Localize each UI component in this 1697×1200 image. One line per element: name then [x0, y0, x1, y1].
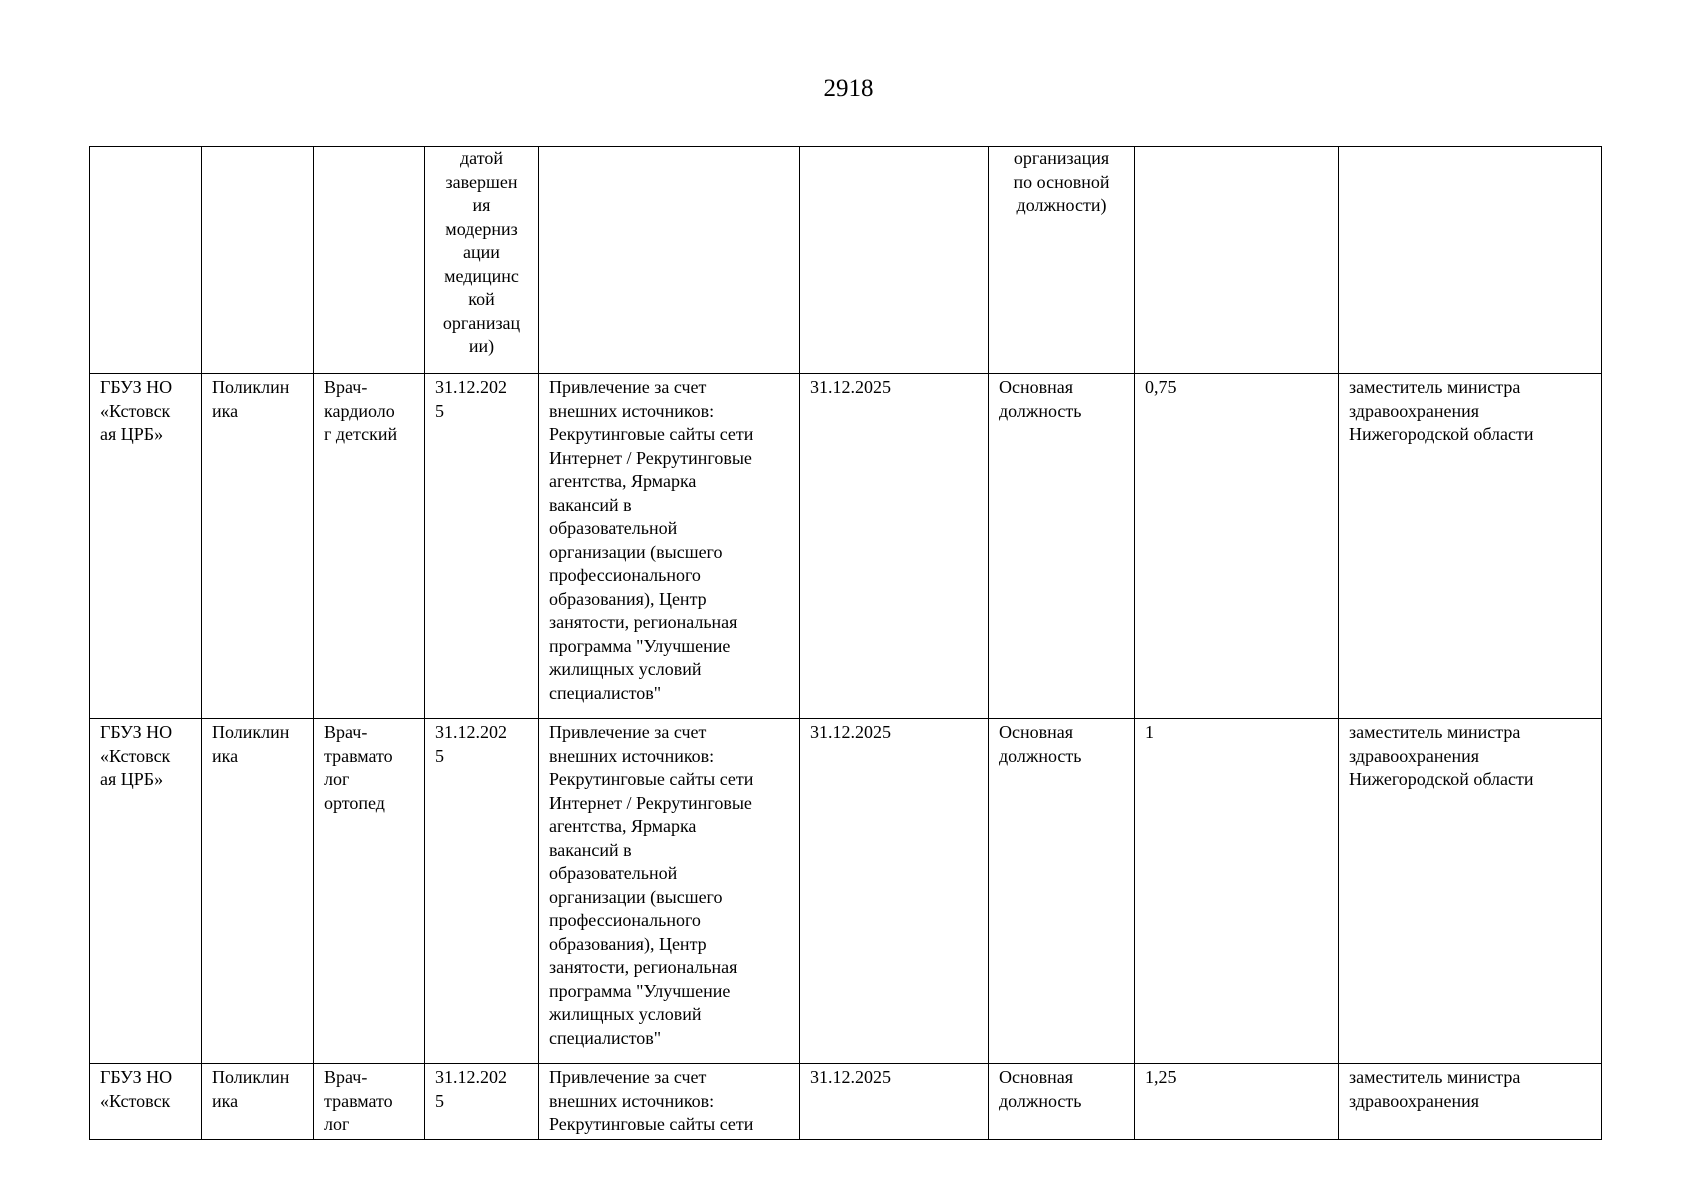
text-line: вакансий в — [549, 494, 632, 515]
text-line: Привлечение за счет — [549, 1067, 707, 1087]
text-line: должности) — [1016, 195, 1107, 215]
text-line: ГБУЗ НО — [100, 1067, 173, 1087]
text-line: ая ЦРБ» — [100, 424, 164, 444]
text-line: организац — [442, 312, 521, 333]
text-line: жилищных условий — [549, 659, 702, 679]
text-line: датой — [460, 148, 503, 168]
cell-unit — [202, 1064, 314, 1140]
cell-responsible — [1339, 1064, 1602, 1140]
text-line: Привлечение за счет — [549, 377, 707, 397]
text-line: 5 — [435, 745, 444, 766]
text-line: 31.12.202 — [435, 377, 507, 397]
text-line: ия — [472, 195, 491, 215]
text-line: травмато — [324, 1090, 393, 1111]
cell-measures — [539, 374, 800, 719]
cell-responsible — [1339, 374, 1602, 719]
text-line: агентства, Ярмарка — [549, 471, 697, 491]
text-line: Нижегородской области — [1349, 424, 1534, 444]
text-line: ии) — [468, 336, 495, 356]
text-line: 5 — [435, 400, 444, 421]
text-line: внешних источников: — [549, 1090, 715, 1111]
table-row — [90, 374, 1602, 719]
text-line: кардиоло — [324, 400, 395, 421]
cell-empty — [1135, 147, 1339, 374]
text-line: Рекрутинговые сайты сети — [549, 424, 754, 444]
text-line: заместитель министра — [1349, 1067, 1521, 1087]
text-line: лог — [324, 1114, 350, 1134]
text-line: организации (высшего — [549, 886, 723, 907]
text-line: Интернет / Рекрутинговые — [549, 447, 752, 468]
text-line: кой — [468, 289, 495, 309]
text-line: Поликлин — [212, 722, 290, 742]
text-line: по основной — [1013, 171, 1110, 192]
text-line: должность — [999, 745, 1082, 766]
text-line: профессионального — [549, 910, 701, 930]
cell-modernization-date — [425, 374, 539, 719]
cell-employment — [989, 374, 1135, 719]
cell-deadline: 31.12.2025 — [800, 374, 989, 719]
text-line: здравоохранения — [1349, 400, 1480, 421]
cell-measures — [539, 1064, 800, 1140]
table-row — [90, 719, 1602, 1064]
cell-employment — [989, 1064, 1135, 1140]
text-line: агентства, Ярмарка — [549, 816, 697, 836]
text-line: медицинс — [444, 265, 519, 286]
text-line: травмато — [324, 745, 393, 766]
text-line: образования), Центр — [549, 588, 707, 609]
text-line: модерниз — [445, 218, 518, 239]
text-line: Основная — [999, 377, 1074, 397]
cell-employment — [989, 719, 1135, 1064]
cell-rate: 0,75 — [1135, 374, 1339, 719]
cell-rate: 1,25 — [1135, 1064, 1339, 1140]
text-line: заместитель министра — [1349, 377, 1521, 397]
text-line: образовательной — [549, 863, 678, 883]
text-line: лог — [324, 769, 350, 789]
text-line: ика — [212, 745, 239, 766]
text-line: завершен — [445, 171, 518, 192]
text-line: внешних источников: — [549, 745, 715, 766]
cell-empty — [800, 147, 989, 374]
text-line: «Кстовск — [100, 745, 171, 766]
text-line: образования), Центр — [549, 933, 707, 954]
text-line: «Кстовск — [100, 1090, 171, 1111]
text-line: Врач- — [324, 1067, 368, 1087]
text-line: здравоохранения — [1349, 1090, 1480, 1111]
text-line: «Кстовск — [100, 400, 171, 421]
text-line: Привлечение за счет — [549, 722, 707, 742]
text-line: организации (высшего — [549, 541, 723, 562]
continuation-row — [90, 147, 1602, 374]
cell-unit — [202, 374, 314, 719]
text-line: должность — [999, 1090, 1082, 1111]
text-line: ая ЦРБ» — [100, 769, 164, 789]
cell-unit — [202, 719, 314, 1064]
text-line: Основная — [999, 1067, 1074, 1087]
text-line: 31.12.202 — [435, 1067, 507, 1087]
text-line: Поликлин — [212, 1067, 290, 1087]
text-line: ГБУЗ НО — [100, 722, 173, 742]
cell-position — [314, 719, 425, 1064]
cell-empty — [202, 147, 314, 374]
text-line: 5 — [435, 1090, 444, 1111]
table-body — [90, 147, 1602, 1140]
cell-modernization-note — [425, 147, 539, 374]
cell-rate: 1 — [1135, 719, 1339, 1064]
text-line: программа "Улучшение — [549, 980, 731, 1001]
text-line: здравоохранения — [1349, 745, 1480, 766]
cell-empty — [90, 147, 202, 374]
text-line: занятости, региональная — [549, 612, 738, 632]
text-line: профессионального — [549, 565, 701, 585]
text-line: Врач- — [324, 722, 368, 742]
text-line: Рекрутинговые сайты сети — [549, 769, 754, 789]
cell-responsible — [1339, 719, 1602, 1064]
text-line: жилищных условий — [549, 1004, 702, 1024]
text-line: специалистов" — [549, 682, 662, 703]
table-row — [90, 1064, 1602, 1140]
cell-empty — [539, 147, 800, 374]
cell-employment-note — [989, 147, 1135, 374]
cell-measures — [539, 719, 800, 1064]
cell-deadline: 31.12.2025 — [800, 1064, 989, 1140]
text-line: 31.12.202 — [435, 722, 507, 742]
cell-organization — [90, 374, 202, 719]
cell-organization — [90, 719, 202, 1064]
text-line: внешних источников: — [549, 400, 715, 421]
text-line: занятости, региональная — [549, 957, 738, 977]
cell-modernization-date — [425, 719, 539, 1064]
text-line: Врач- — [324, 377, 368, 397]
text-line: заместитель министра — [1349, 722, 1521, 742]
text-line: программа "Улучшение — [549, 635, 731, 656]
text-line: ации — [463, 242, 500, 262]
text-line: Рекрутинговые сайты сети — [549, 1114, 754, 1134]
text-line: должность — [999, 400, 1082, 421]
text-line: ортопед — [324, 792, 385, 813]
text-line: вакансий в — [549, 839, 632, 860]
text-line: ГБУЗ НО — [100, 377, 173, 397]
cell-position — [314, 1064, 425, 1140]
cell-empty — [314, 147, 425, 374]
cell-deadline: 31.12.2025 — [800, 719, 989, 1064]
text-line: организация — [1013, 148, 1110, 168]
cell-position — [314, 374, 425, 719]
cell-modernization-date — [425, 1064, 539, 1140]
text-line: ика — [212, 1090, 239, 1111]
text-line: Нижегородской области — [1349, 769, 1534, 789]
text-line: специалистов" — [549, 1027, 662, 1048]
text-line: Интернет / Рекрутинговые — [549, 792, 752, 813]
cell-empty — [1339, 147, 1602, 374]
page-number: 2918 — [823, 75, 874, 102]
text-line: Поликлин — [212, 377, 290, 397]
cell-organization — [90, 1064, 202, 1140]
text-line: ика — [212, 400, 239, 421]
staffing-table — [89, 146, 1602, 1140]
text-line: Основная — [999, 722, 1074, 742]
text-line: г детский — [324, 424, 398, 444]
text-line: образовательной — [549, 518, 678, 538]
